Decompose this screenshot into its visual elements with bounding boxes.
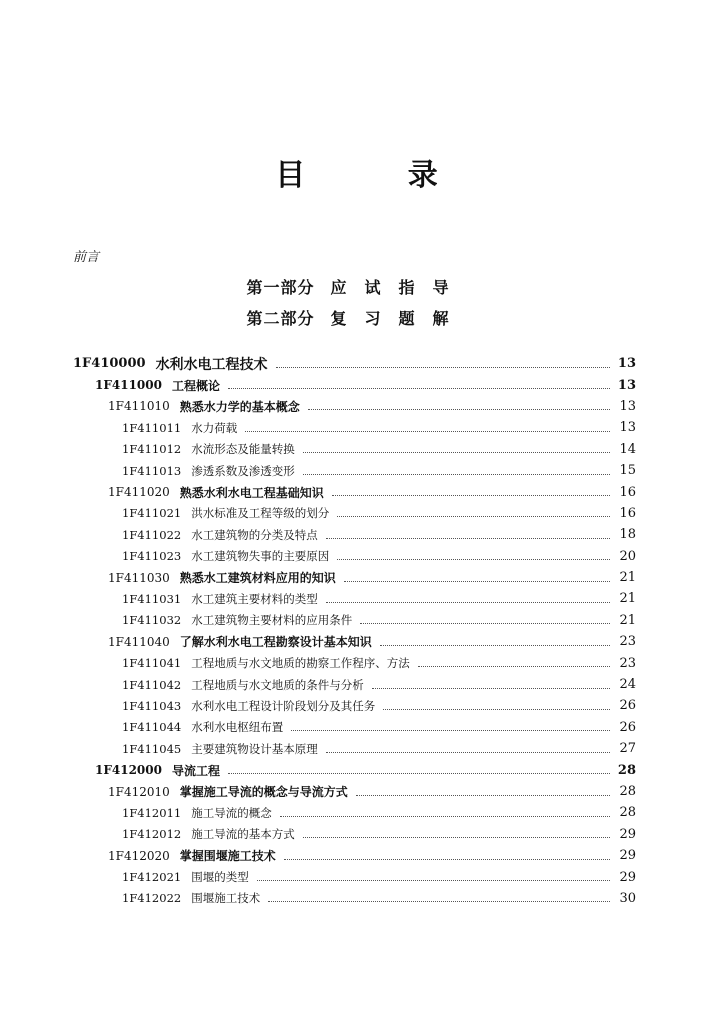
toc-entry-title: 围堰施工技术: [191, 891, 261, 906]
page-title: 目 录: [275, 158, 484, 193]
toc-entry-page: 16: [619, 484, 636, 500]
toc-entry[interactable]: [0, 396, 713, 417]
toc-entry-page: 21: [619, 591, 636, 607]
toc-entry-code: 1F410000: [73, 356, 146, 372]
toc-entry[interactable]: [0, 353, 713, 374]
toc-entry-code: 1F411023: [122, 549, 182, 564]
toc-entry-page: 26: [619, 698, 636, 714]
dot-leader: [337, 515, 610, 517]
toc-entry-title: 工程概论: [171, 378, 220, 393]
toc-entry[interactable]: [0, 417, 713, 438]
toc-entry-title: 水工建筑物主要材料的应用条件: [191, 613, 353, 628]
dot-leader: [360, 622, 610, 624]
toc-entry-title: 水工建筑物失事的主要原因: [191, 549, 330, 564]
toc-entry-page: 28: [617, 762, 636, 778]
dot-leader: [284, 858, 610, 860]
toc-entry-page: 13: [617, 356, 636, 372]
toc-entry-page: 15: [619, 463, 636, 479]
toc-entry-page: 16: [619, 505, 636, 521]
toc-entry[interactable]: [0, 481, 713, 502]
toc-entry-page: 24: [619, 677, 636, 693]
toc-entry[interactable]: [0, 888, 713, 909]
toc-entry[interactable]: [0, 588, 713, 609]
toc-entry-code: 1F412011: [122, 805, 182, 820]
toc-entry-page: 28: [619, 805, 636, 821]
toc-entry-code: 1F412010: [108, 784, 170, 799]
toc-entry-title: 施工导流的概念: [191, 805, 272, 820]
dot-leader: [372, 687, 610, 689]
toc-entry-title: 渗透系数及渗透变形: [191, 463, 295, 478]
toc-entry-code: 1F411000: [95, 378, 162, 393]
toc-entry-page: 18: [619, 527, 636, 543]
toc-entry-page: 21: [619, 612, 636, 628]
toc-entry-code: 1F411020: [108, 485, 170, 500]
toc-entry-title: 掌握围堰施工技术: [179, 849, 276, 864]
toc-entry[interactable]: [0, 802, 713, 823]
dot-leader: [268, 900, 610, 902]
toc-entry-page: 27: [619, 741, 636, 757]
toc-entry-code: 1F411013: [122, 463, 182, 478]
toc-entry[interactable]: [0, 503, 713, 524]
toc-entry-code: 1F411040: [108, 634, 170, 649]
toc-entry-title: 水利水电工程技术: [155, 356, 268, 373]
toc-entry-code: 1F411031: [122, 591, 182, 606]
dot-leader: [356, 794, 610, 796]
toc-entry-page: 14: [619, 441, 636, 457]
toc-entry[interactable]: [0, 674, 713, 695]
toc-entry-title: 施工导流的基本方式: [191, 827, 295, 842]
toc-entry-title: 水利水电枢纽布置: [191, 720, 284, 735]
toc-entry-page: 30: [619, 890, 636, 906]
toc-entry-page: 28: [619, 784, 636, 799]
toc-entry[interactable]: [0, 695, 713, 716]
dot-leader: [326, 601, 610, 603]
toc-entry-page: 23: [619, 655, 636, 671]
preface-entry[interactable]: 前言: [73, 250, 100, 265]
dot-leader: [418, 665, 610, 667]
dot-leader: [257, 879, 610, 881]
toc-entry-title: 工程地质与水文地质的条件与分析: [191, 677, 364, 692]
toc-entry-code: 1F411012: [122, 442, 182, 457]
part-two-label: 第二部分: [246, 309, 315, 328]
toc-entry-page: 13: [619, 420, 636, 436]
toc-entry-code: 1F411045: [122, 741, 182, 756]
toc-entry[interactable]: [0, 781, 713, 802]
toc-entry-title: 水力荷载: [191, 420, 238, 435]
dot-leader: [228, 387, 610, 389]
toc-entry-title: 熟悉水利水电工程基础知识: [179, 485, 324, 500]
toc-entry-title: 了解水利水电工程勘察设计基本知识: [179, 635, 372, 650]
toc-entry[interactable]: [0, 524, 713, 545]
dot-leader: [303, 473, 610, 475]
toc-entry[interactable]: [0, 546, 713, 567]
part-one-label: 第一部分: [246, 278, 315, 297]
toc-entry-code: 1F412022: [122, 891, 182, 906]
dot-leader: [326, 537, 610, 539]
toc-entry[interactable]: [0, 631, 713, 652]
toc-entry-code: 1F411022: [122, 527, 182, 542]
dot-leader: [303, 451, 610, 453]
toc-entry-title: 导流工程: [171, 763, 220, 778]
toc-entry[interactable]: [0, 374, 713, 395]
toc-entry[interactable]: [0, 439, 713, 460]
toc-entry-code: 1F411043: [122, 698, 182, 713]
toc-entry-title: 水利水电工程设计阶段划分及其任务: [191, 698, 376, 713]
toc-entry-title: 主要建筑物设计基本原理: [191, 741, 318, 756]
dot-leader: [245, 430, 610, 432]
toc-entry[interactable]: [0, 738, 713, 759]
toc-entry-page: 29: [619, 869, 636, 885]
dot-leader: [280, 815, 610, 817]
toc-entry-code: 1F412020: [108, 848, 170, 863]
toc-entry-code: 1F411042: [122, 677, 182, 692]
part-one-words: 应试指导: [330, 278, 467, 297]
dot-leader: [326, 751, 610, 753]
toc-entry-title: 工程地质与水文地质的勘察工作程序、方法: [191, 656, 410, 671]
table-of-contents: [0, 353, 713, 909]
toc-entry-title: 水工建筑物的分类及特点: [191, 527, 318, 542]
toc-entry-code: 1F411044: [122, 720, 182, 735]
dot-leader: [303, 836, 610, 838]
toc-entry-page: 21: [619, 570, 636, 586]
part-one-heading[interactable]: [0, 275, 713, 298]
dot-leader: [228, 772, 610, 774]
dot-leader: [332, 494, 610, 496]
dot-leader: [291, 729, 610, 731]
toc-entry[interactable]: [0, 567, 713, 588]
toc-entry[interactable]: [0, 866, 713, 887]
toc-entry-code: 1F412000: [95, 763, 162, 778]
toc-entry-page: 26: [619, 719, 636, 735]
toc-entry-title: 洪水标准及工程等级的划分: [191, 506, 330, 521]
toc-entry-title: 水工建筑主要材料的类型: [191, 591, 318, 606]
toc-entry[interactable]: [0, 824, 713, 845]
dot-leader: [383, 708, 610, 710]
toc-entry[interactable]: [0, 460, 713, 481]
dot-leader: [380, 644, 610, 646]
toc-entry-code: 1F411011: [122, 420, 182, 435]
part-two-heading[interactable]: [0, 306, 713, 329]
part-two-words: 复习题解: [330, 309, 467, 328]
toc-entry-code: 1F411041: [122, 656, 182, 671]
toc-entry-code: 1F412021: [122, 870, 182, 885]
toc-entry-title: 熟悉水工建筑材料应用的知识: [179, 571, 336, 586]
toc-entry-page: 13: [617, 377, 636, 393]
dot-leader: [337, 558, 610, 560]
dot-leader: [344, 580, 610, 582]
toc-entry-code: 1F411030: [108, 570, 170, 585]
toc-entry-title: 水流形态及能量转换: [191, 442, 295, 457]
toc-entry[interactable]: [0, 845, 713, 866]
toc-entry-title: 掌握施工导流的概念与导流方式: [179, 785, 348, 799]
toc-entry-page: 20: [619, 548, 636, 564]
toc-entry[interactable]: [0, 652, 713, 673]
dot-leader: [308, 408, 610, 410]
toc-entry-code: 1F412012: [122, 827, 182, 842]
toc-entry-page: 29: [619, 826, 636, 842]
toc-entry-title: 围堰的类型: [191, 870, 249, 885]
toc-entry-page: 13: [619, 398, 636, 414]
toc-entry-title: 熟悉水力学的基本概念: [179, 399, 300, 414]
toc-entry-code: 1F411032: [122, 613, 182, 628]
toc-entry-page: 23: [619, 634, 636, 650]
toc-entry[interactable]: [0, 759, 713, 780]
toc-entry[interactable]: [0, 717, 713, 738]
toc-entry-page: 29: [619, 848, 636, 864]
toc-entry[interactable]: [0, 610, 713, 631]
toc-entry-code: 1F411010: [108, 399, 170, 414]
toc-entry-code: 1F411021: [122, 506, 182, 521]
dot-leader: [276, 366, 610, 368]
